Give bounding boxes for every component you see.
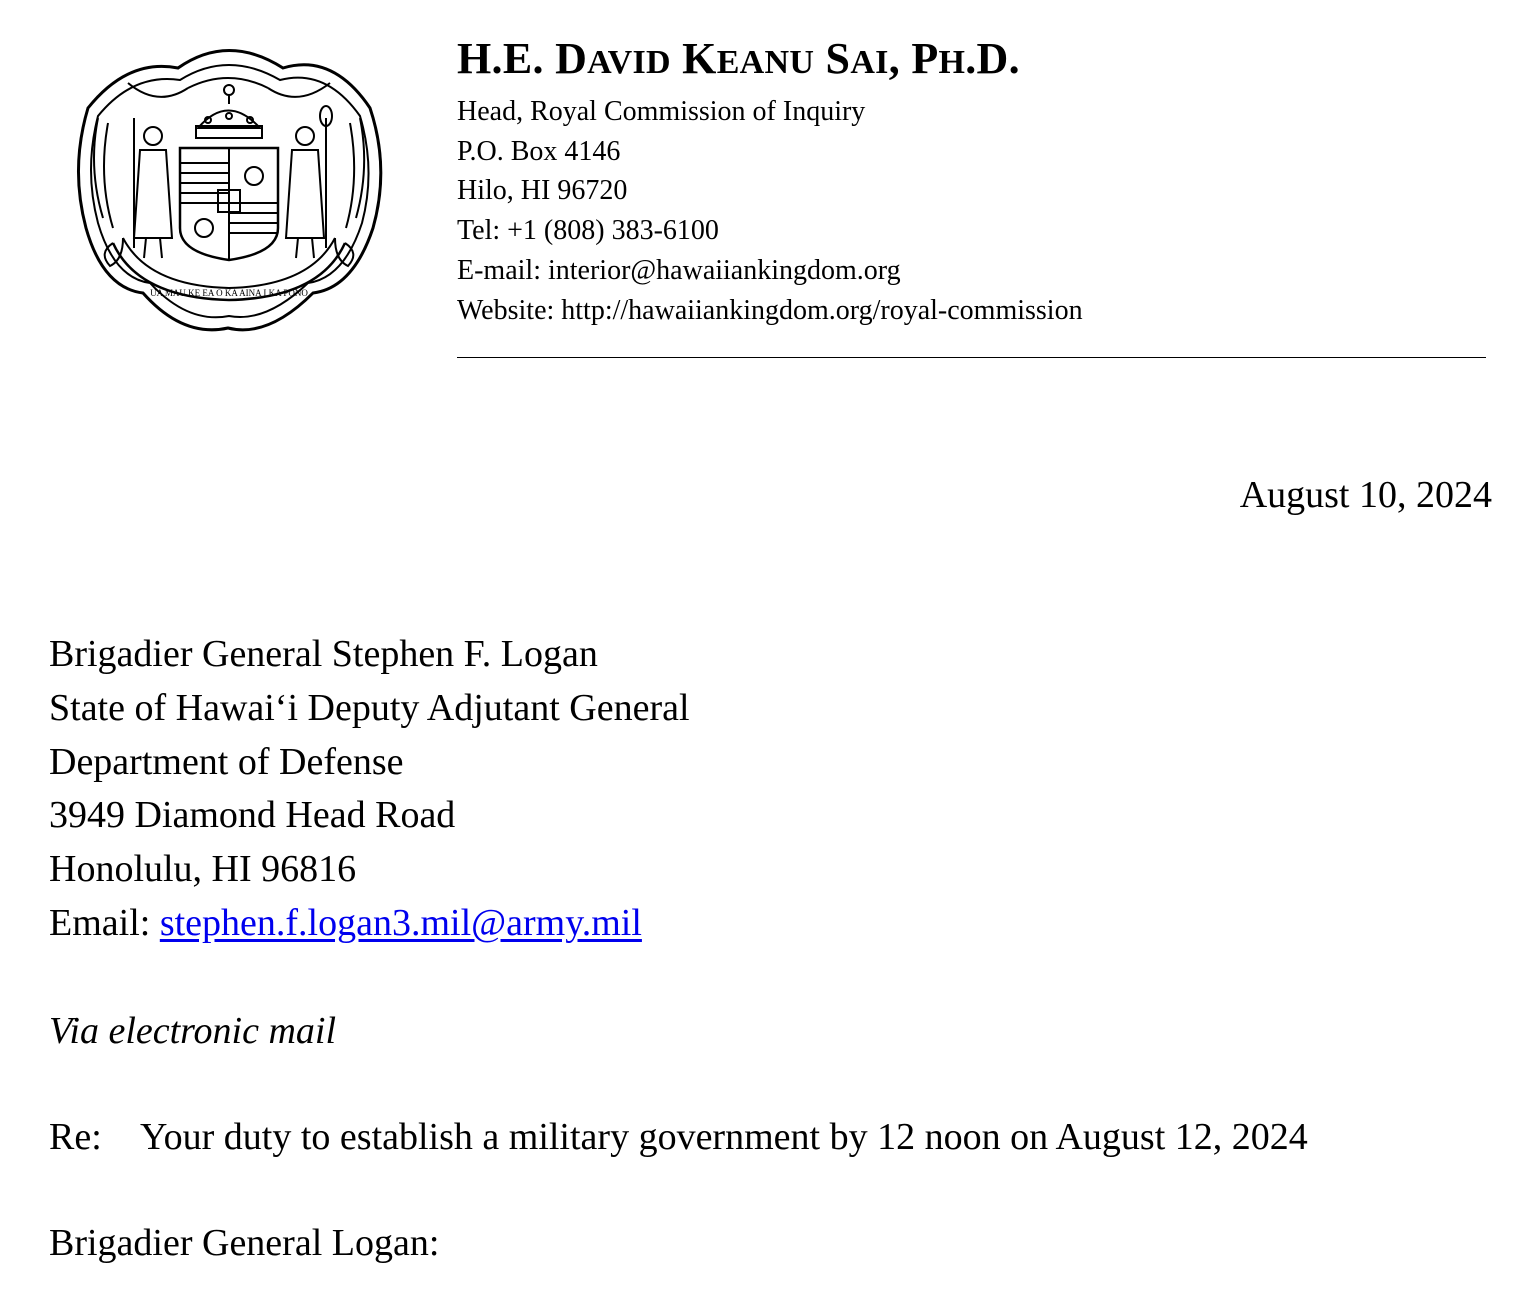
coat-of-arms-seal-icon — [68, 38, 390, 334]
sender-city: Hilo, HI 96720 — [457, 175, 628, 207]
subject-text: Your duty to establish a military government by 12 noon on August 12, 2024 — [140, 1116, 1308, 1158]
recipient-street: 3949 Diamond Head Road — [49, 794, 456, 837]
delivery-method: Via electronic mail — [49, 1010, 337, 1052]
recipient-department: Department of Defense — [49, 740, 404, 783]
recipient-email-link[interactable]: stephen.f.logan3.mil@army.mil — [159, 901, 642, 944]
sender-po-box: P.O. Box 4146 — [457, 135, 621, 167]
recipient-name: Brigadier General Stephen F. Logan — [49, 633, 598, 675]
sender-title: Head, Royal Commission of Inquiry — [457, 96, 866, 127]
recipient-title: State of Hawaiʻi Deputy Adjutant General — [49, 686, 690, 729]
sender-email: E-mail: interior@hawaiiankingdom.org — [457, 254, 901, 286]
subject-label: Re: — [49, 1116, 102, 1158]
recipient-email-label: Email: — [49, 901, 160, 944]
sender-tel: Tel: +1 (808) 383-6100 — [457, 215, 719, 247]
recipient-address-block — [49, 628, 690, 951]
seal-motto: UA MAU KE EA O KA AINA I KA PONO — [150, 288, 308, 298]
salutation: Brigadier General Logan: — [49, 1222, 440, 1264]
recipient-email-line — [49, 897, 690, 951]
letterhead-divider — [457, 357, 1486, 358]
sender-name: H.E. DAVID KEANU SAI, PH.D. — [457, 34, 1020, 83]
subject-line — [49, 1111, 1308, 1163]
recipient-city: Honolulu, HI 96816 — [49, 848, 357, 891]
letterhead — [457, 30, 1497, 330]
sender-website: Website: http://hawaiiankingdom.org/royal-commission — [457, 294, 1083, 326]
letter-date: August 10, 2024 — [1239, 474, 1492, 516]
